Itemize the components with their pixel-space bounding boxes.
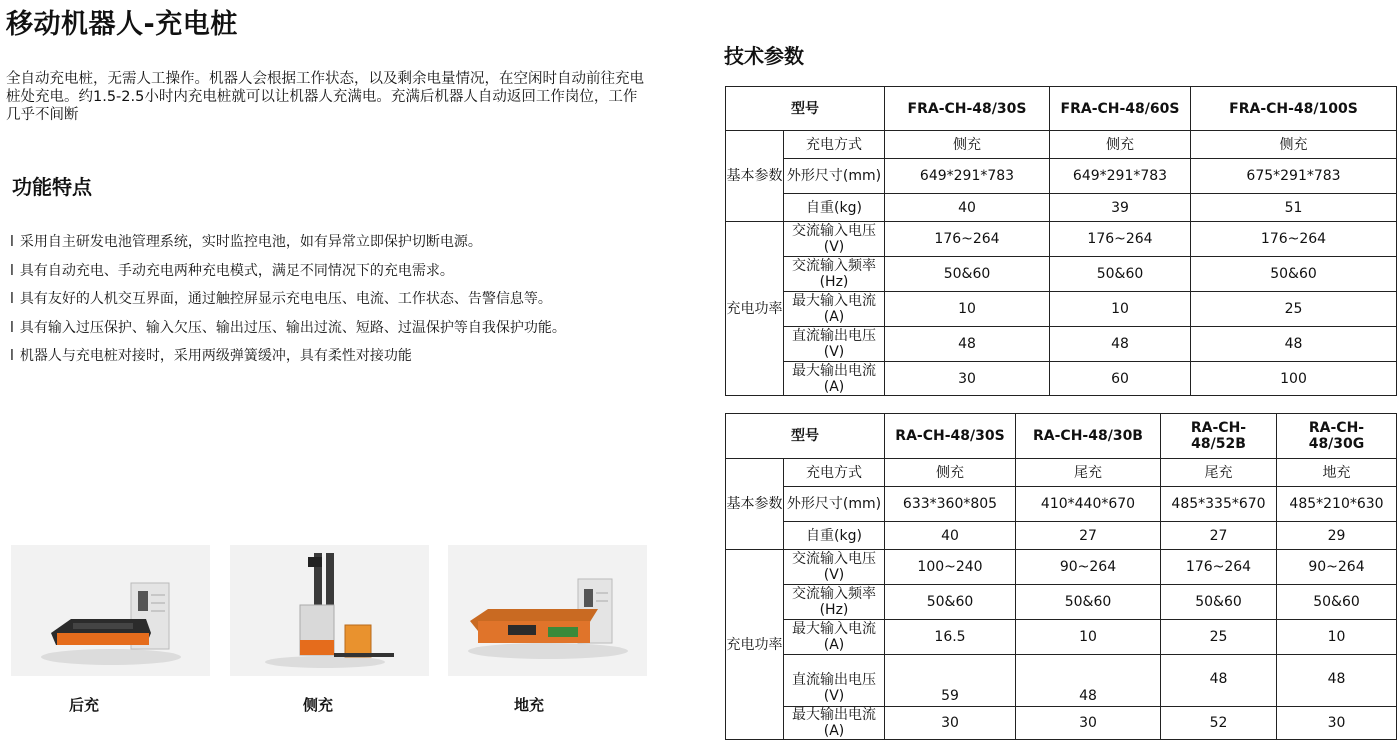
table-cell: 25 [1161,620,1277,655]
table-row [726,414,1397,459]
spec-table-2 [725,413,1397,740]
model-name: FRA-CH-48/30S [885,87,1050,131]
feature-item [10,346,566,375]
table-cell: 30 [885,362,1050,396]
table-cell: 50&60 [885,257,1050,292]
feature-text: 采用自主研发电池管理系统，实时监控电池，如有异常立即保护切断电源。 [19,234,482,250]
table-row [726,522,1397,550]
row-label: 最大输出电流(A) [784,707,885,740]
table-cell: 50&60 [1050,257,1191,292]
table-cell: 50&60 [1016,585,1161,620]
group-label-basic: 基本参数 [726,131,784,222]
table-cell: 48 [1191,327,1397,362]
table-cell: 50&60 [1191,257,1397,292]
table-row [726,362,1397,396]
row-label: 直流输出电压(V) [784,655,885,707]
rear-charging-robot-image [11,545,210,676]
table-row [726,459,1397,487]
table-cell: 176~264 [1191,222,1397,257]
row-label: 外形尺寸(mm) [784,487,885,522]
feature-text: 机器人与充电桩对接时，采用两级弹簧缓冲，具有柔性对接功能 [19,348,412,364]
table-cell: 176~264 [1161,550,1277,585]
table-row [726,655,1397,707]
table-cell: 40 [885,522,1016,550]
model-label: 型号 [726,414,885,459]
table-row [726,131,1397,159]
bullet-marker: l [10,319,14,336]
table-cell: 40 [885,194,1050,222]
table-cell: 176~264 [885,222,1050,257]
table-row [726,159,1397,194]
table-row [726,257,1397,292]
table-row [726,585,1397,620]
image-caption-side: 侧充 [302,696,333,714]
row-label: 充电方式 [784,459,885,487]
table-row [726,222,1397,257]
row-label: 交流输入频率(Hz) [784,257,885,292]
table-row [726,487,1397,522]
bullet-marker: l [10,291,14,307]
table-cell: 60 [1050,362,1191,396]
table-cell: 100 [1191,362,1397,396]
group-label-basic: 基本参数 [726,459,784,550]
table-row [726,550,1397,585]
table-row [726,194,1397,222]
row-label: 最大输入电流(A) [784,292,885,327]
table-cell: 100~240 [885,550,1016,585]
feature-item [10,232,566,261]
group-label-power: 充电功率 [726,550,784,740]
row-label: 最大输入电流(A) [784,620,885,655]
table-cell: 48 [1016,655,1161,707]
table-cell: 48 [1161,655,1277,707]
group-label-power: 充电功率 [726,222,784,396]
table-cell: 485*210*630 [1277,487,1397,522]
table-cell: 39 [1050,194,1191,222]
model-name: FRA-CH-48/100S [1191,87,1397,131]
table-row [726,327,1397,362]
intro-paragraph: 全自动充电桩，无需人工操作。机器人会根据工作状态，以及剩余电量情况，在空闲时自动前往充电桩处充电。约1.5-2.5小时内充电桩就可以让机器人充满电。充满后机器人自动返回工作岗位，工作几乎不间断 [6,71,644,123]
table-cell: 27 [1161,522,1277,550]
table-cell: 176~264 [1050,222,1191,257]
table-cell: 90~264 [1277,550,1397,585]
table-cell: 30 [1277,707,1397,740]
page-title: 移动机器人-充电桩 [6,9,238,40]
table-cell: 10 [885,292,1050,327]
table-cell: 649*291*783 [885,159,1050,194]
table-row [726,707,1397,740]
bullet-marker: l [10,262,14,279]
table-cell: 90~264 [1016,550,1161,585]
table-cell: 侧充 [885,131,1050,159]
table-cell: 16.5 [885,620,1016,655]
table-cell: 侧充 [1191,131,1397,159]
table-cell: 48 [1277,655,1397,707]
model-name: FRA-CH-48/60S [1050,87,1191,131]
table-cell: 50&60 [1161,585,1277,620]
model-name: RA-CH-48/30G [1277,414,1397,459]
table-cell: 59 [885,655,1016,707]
image-caption-rear: 后充 [68,696,99,714]
row-label: 直流输出电压(V) [784,327,885,362]
bullet-marker: l [10,234,14,250]
feature-item [10,318,566,347]
image-caption-floor: 地充 [513,696,544,714]
table-cell: 地充 [1277,459,1397,487]
table-cell: 633*360*805 [885,487,1016,522]
model-name: RA-CH-48/30B [1016,414,1161,459]
model-label: 型号 [726,87,885,131]
table-cell: 30 [885,707,1016,740]
floor-charging-agv-image [448,545,647,676]
feature-item [10,289,566,318]
row-label: 充电方式 [784,131,885,159]
side-charging-forklift-image [230,545,429,676]
table-cell: 50&60 [885,585,1016,620]
features-list [10,232,566,375]
table-cell: 485*335*670 [1161,487,1277,522]
spec-heading: 技术参数 [724,44,804,68]
table-cell: 29 [1277,522,1397,550]
table-row [726,620,1397,655]
row-label: 自重(kg) [784,194,885,222]
model-name: RA-CH-48/30S [885,414,1016,459]
table-cell: 10 [1016,620,1161,655]
table-cell: 649*291*783 [1050,159,1191,194]
feature-text: 具有友好的人机交互界面，通过触控屏显示充电电压、电流、工作状态、告警信息等。 [19,291,552,307]
table-cell: 51 [1191,194,1397,222]
features-heading: 功能特点 [12,175,92,199]
table-cell: 675*291*783 [1191,159,1397,194]
row-label: 交流输入频率(Hz) [784,585,885,620]
row-label: 交流输入电压(V) [784,550,885,585]
row-label: 自重(kg) [784,522,885,550]
row-label: 外形尺寸(mm) [784,159,885,194]
bullet-marker: l [10,348,14,364]
spec-table-1 [725,86,1397,396]
table-cell: 侧充 [885,459,1016,487]
table-cell: 48 [1050,327,1191,362]
table-cell: 25 [1191,292,1397,327]
table-cell: 410*440*670 [1016,487,1161,522]
feature-text: 具有自动充电、手动充电两种充电模式，满足不同情况下的充电需求。 [19,262,454,279]
table-cell: 尾充 [1161,459,1277,487]
row-label: 最大输出电流(A) [784,362,885,396]
table-cell: 侧充 [1050,131,1191,159]
table-cell: 30 [1016,707,1161,740]
table-cell: 尾充 [1016,459,1161,487]
feature-item [10,261,566,290]
table-row [726,87,1397,131]
table-row [726,292,1397,327]
model-name: RA-CH-48/52B [1161,414,1277,459]
table-cell: 52 [1161,707,1277,740]
table-cell: 10 [1050,292,1191,327]
table-cell: 10 [1277,620,1397,655]
feature-text: 具有输入过压保护、输入欠压、输出过压、输出过流、短路、过温保护等自我保护功能。 [19,319,566,336]
table-cell: 27 [1016,522,1161,550]
row-label: 交流输入电压(V) [784,222,885,257]
table-cell: 48 [885,327,1050,362]
table-cell: 50&60 [1277,585,1397,620]
